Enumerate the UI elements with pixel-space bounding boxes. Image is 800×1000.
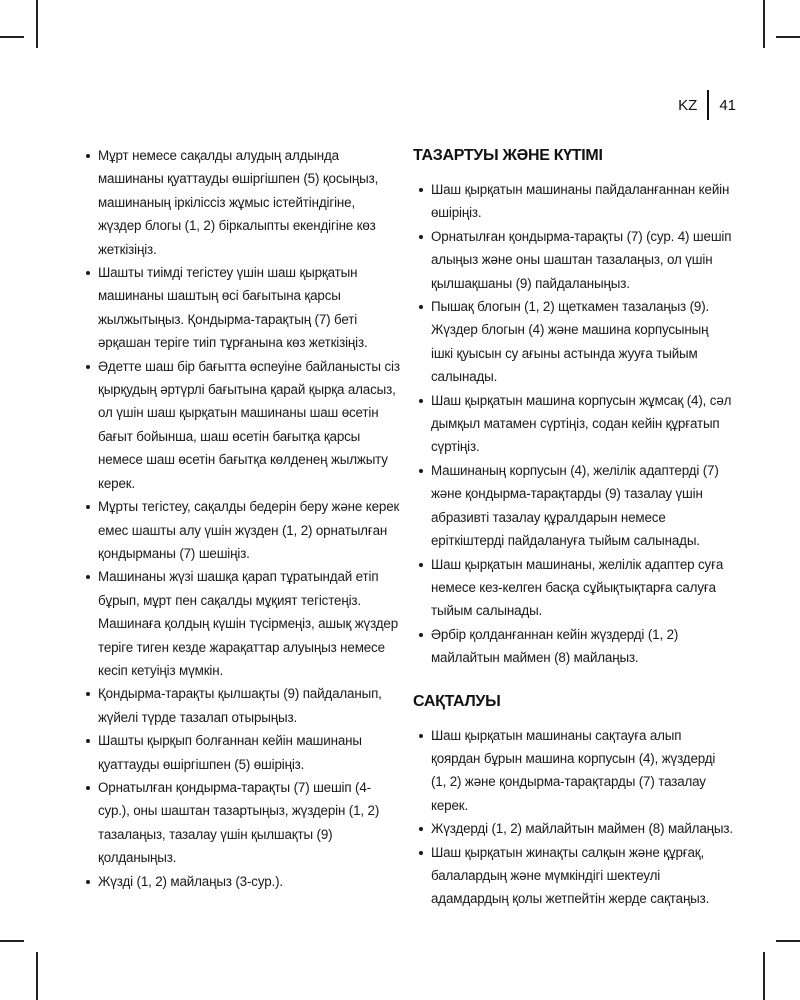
list-item: Машинаның корпусын (4), желілік адаптерді (7) және қондырма-тарақтарды (9) тазалау үшін абразивті тазалау құралдарын немесе еріткіштерді пайдалануға тыйым салынады. [413, 459, 733, 553]
list-item: Жүзді (1, 2) майлаңыз (3-сур.). [80, 870, 400, 893]
left-column [80, 144, 400, 893]
section-heading-storage: САҚТАЛУЫ [413, 692, 501, 710]
list-item: Машинаны жүзі шашқа қарап тұратындай етіп бұрып, мұрт пен сақалды мұқият тегістеңіз. Машинаға қолдың күшін түсірмеңіз, ашық жүздер теріге тиген кезде жарақаттар алуыңыз немесе кесіп кетуіңіз мүмкін. [80, 565, 400, 682]
list-item: Шаш қырқатын жинақты салқын және құрғақ, балалардың және мүмкіндігі шектеулі адамдардың қолы жетпейтін жерде сақтаңыз. [413, 841, 733, 911]
crop-mark [776, 36, 800, 38]
crop-mark [0, 940, 24, 942]
storage-list [413, 724, 733, 911]
list-item: Орнатылған қондырма-тарақты (7) шешіп (4-сур.), оны шаштан тазартыңыз, жүздерін (1, 2) тазалаңыз, тазалау үшін қылшақты (9) қолданыңыз. [80, 776, 400, 870]
crop-mark [0, 36, 24, 38]
crop-mark [776, 940, 800, 942]
list-item: Шашты қырқып болғаннан кейін машинаны қуаттауды өшіргішпен (5) өшіріңіз. [80, 729, 400, 776]
list-item: Шаш қырқатын машинаны пайдаланғаннан кейін өшіріңіз. [413, 178, 733, 225]
list-item: Орнатылған қондырма-тарақты (7) (сур. 4) шешіп алыңыз және оны шаштан тазалаңыз, ол үшін қылшақшаны (9) пайдаланыңыз. [413, 225, 733, 295]
list-item: Пышақ блогын (1, 2) щеткамен тазалаңыз (9). Жүздер блогын (4) және машина корпусының ішкі қуысын су ағыны астында жууға тыйым салынады. [413, 295, 733, 389]
crop-mark [36, 0, 38, 48]
usage-instructions-list [80, 144, 400, 893]
section-heading-cleaning: ТАЗАРТУЫ ЖӘНЕ КҮТІМІ [413, 147, 603, 164]
list-item: Шаш қырқатын машина корпусын жұмсақ (4), сәл дымқыл матамен сүртіңіз, содан кейін құрғатып сүртіңіз. [413, 389, 733, 459]
list-item: Әрбір қолданғаннан кейін жүздерді (1, 2) майлайтын маймен (8) майлаңыз. [413, 623, 733, 670]
language-code: KZ [678, 96, 698, 114]
list-item: Мұрты тегістеу, сақалды бедерін беру және керек емес шашты алу үшін жүзден (1, 2) орнатылған қондырманы (7) шешіңіз. [80, 495, 400, 565]
header-divider [707, 90, 709, 120]
page-header [678, 90, 736, 120]
cleaning-list [413, 178, 733, 670]
list-item: Қондырма-тарақты қылшақты (9) пайдаланып, жүйелі түрде тазалап отырыңыз. [80, 682, 400, 729]
page-number: 41 [719, 96, 736, 114]
list-item: Шаш қырқатын машинаны сақтауға алып қоярдан бұрын машина корпусын (4), жүздерді (1, 2) және қондырма-тарақтарды (7) тазалау керек. [413, 724, 733, 818]
list-item: Жүздерді (1, 2) майлайтын маймен (8) майлаңыз. [413, 817, 733, 840]
crop-mark [763, 0, 765, 48]
list-item: Шаш қырқатын машинаны, желілік адаптер суға немесе кез-келген басқа сұйықтықтарға салуға тыйым салынады. [413, 553, 733, 623]
right-column [413, 144, 733, 911]
list-item: Мұрт немесе сақалды алудың алдында машинаны қуаттауды өшіргішпен (5) қосыңыз, машинаның іркіліссіз жұмыс істейтіндігіне, жүздер блогы (1, 2) біркалыпты екендігіне көз жеткізіңіз. [80, 144, 400, 261]
crop-mark [36, 952, 38, 1000]
crop-mark [763, 952, 765, 1000]
list-item: Әдетте шаш бір бағытта өспеуіне байланысты сіз қырқудың әртүрлі бағытына қарай қырқа аласыз, ол үшін шаш қырқатын машинаны шаш өсетін бағыт бойынша, шаш өсетін бағытқа қарсы немесе шаш өсетін бағытқа көлденең жылжыту керек. [80, 355, 400, 495]
list-item: Шашты тиімді тегістеу үшін шаш қырқатын машинаны шаштың өсі бағытына қарсы жылжытыңыз. Қондырма-тарақтың (7) беті әрқашан теріге тиіп тұрғанына көз жеткізіңіз. [80, 261, 400, 355]
